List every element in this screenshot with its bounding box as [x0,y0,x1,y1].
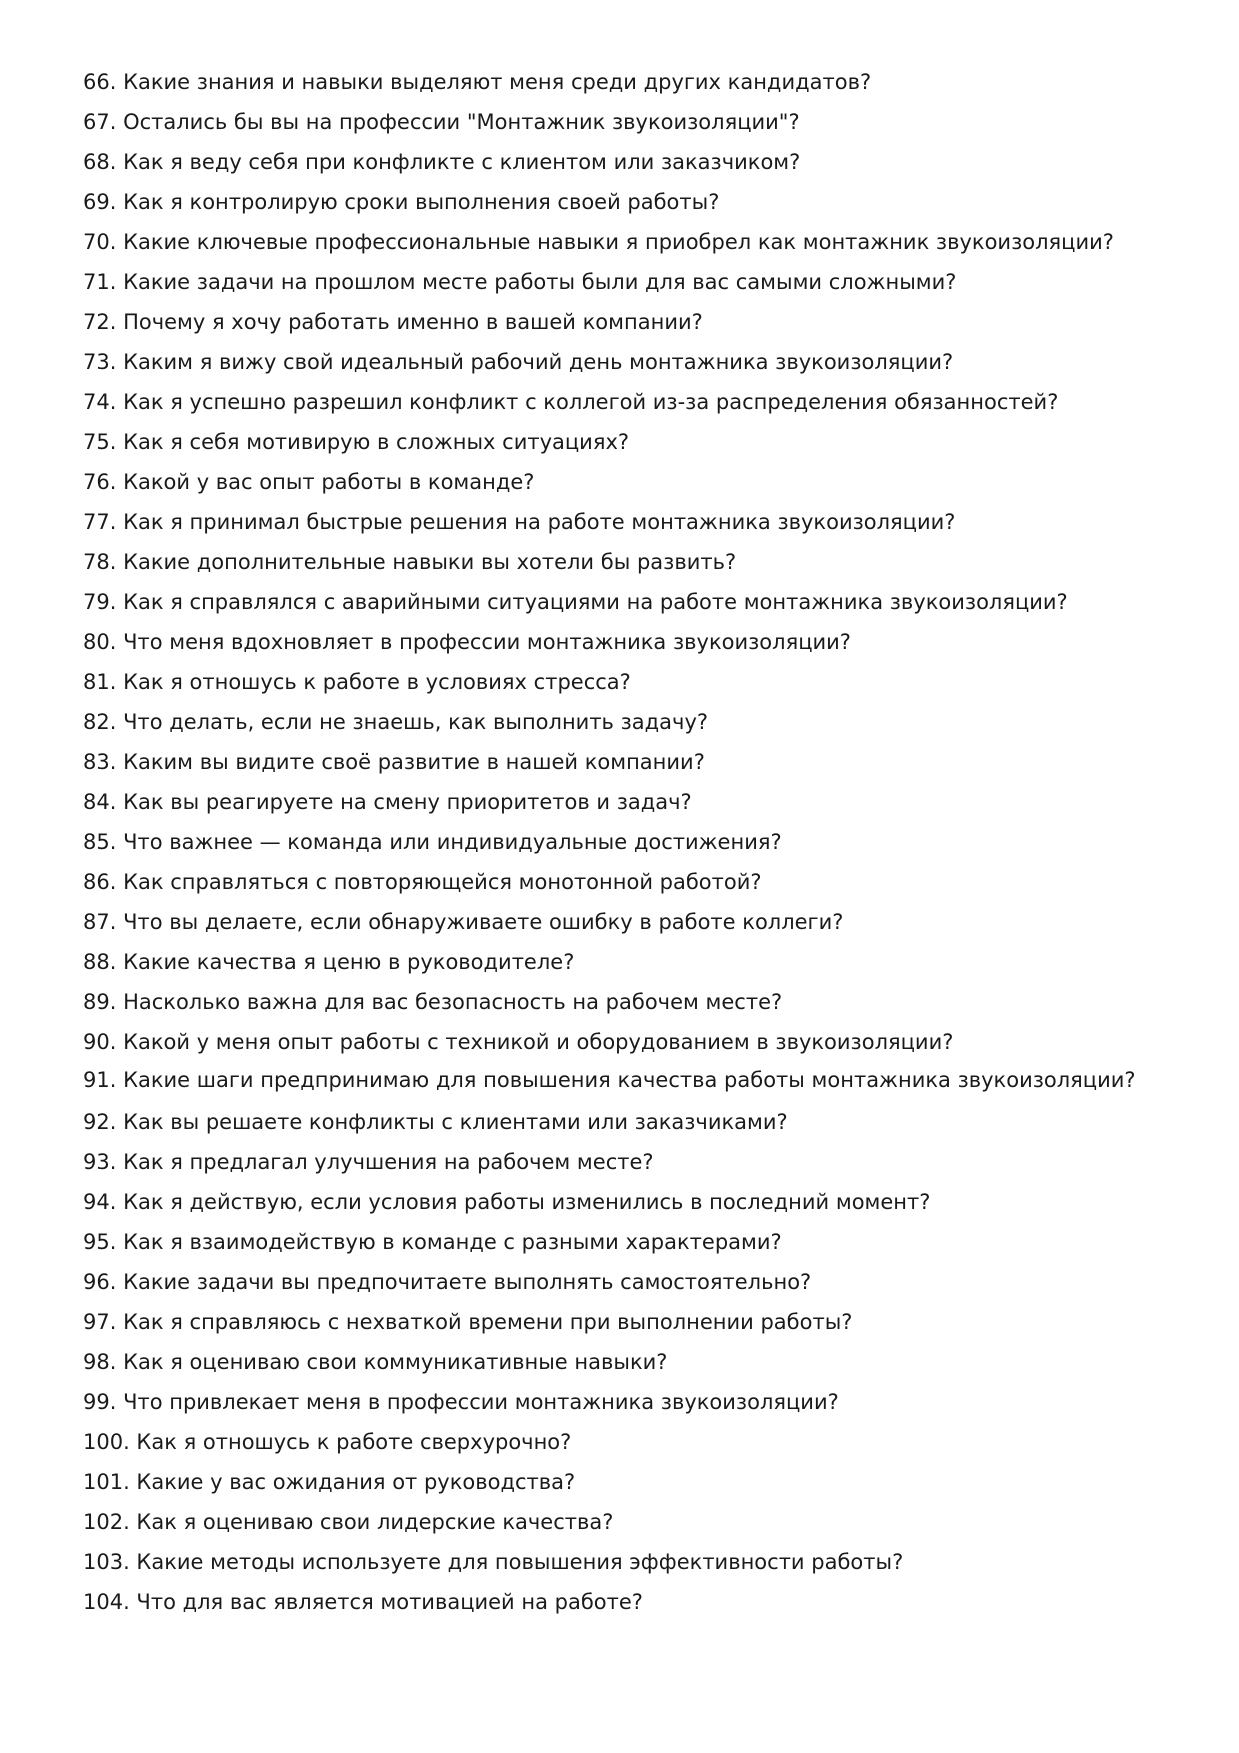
question-item: 96. Какие задачи вы предпочитаете выполнять самостоятельно? [83,1270,812,1294]
question-item: 78. Какие дополнительные навыки вы хотели бы развить? [83,550,737,574]
question-item: 85. Что важнее — команда или индивидуальные достижения? [83,830,782,854]
question-item: 77. Как я принимал быстрые решения на работе монтажника звукоизоляции? [83,510,956,534]
question-item: 67. Остались бы вы на профессии "Монтажник звукоизоляции"? [83,110,800,134]
question-item: 74. Как я успешно разрешил конфликт с коллегой из-за распределения обязанностей? [83,390,1059,414]
question-item: 102. Как я оцениваю свои лидерские качества? [83,1510,614,1534]
question-item: 70. Какие ключевые профессиональные навыки я приобрел как монтажник звукоизоляции? [83,230,1114,254]
question-item: 79. Как я справлялся с аварийными ситуациями на работе монтажника звукоизоляции? [83,590,1068,614]
question-item: 83. Каким вы видите своё развитие в нашей компании? [83,750,705,774]
question-item: 68. Как я веду себя при конфликте с клиентом или заказчиком? [83,150,801,174]
question-item: 91. Какие шаги предпринимаю для повышения качества работы монтажника звукоизоляции? [83,1068,1136,1092]
question-item: 71. Какие задачи на прошлом месте работы были для вас самыми сложными? [83,270,957,294]
question-item: 80. Что меня вдохновляет в профессии монтажника звукоизоляции? [83,630,851,654]
question-item: 69. Как я контролирую сроки выполнения своей работы? [83,190,720,214]
question-item: 93. Как я предлагал улучшения на рабочем месте? [83,1150,654,1174]
question-item: 84. Как вы реагируете на смену приоритетов и задач? [83,790,692,814]
question-item: 98. Как я оцениваю свои коммуникативные навыки? [83,1350,668,1374]
question-item: 89. Насколько важна для вас безопасность на рабочем месте? [83,990,783,1014]
question-item: 86. Как справляться с повторяющейся монотонной работой? [83,870,762,894]
question-item: 66. Какие знания и навыки выделяют меня среди других кандидатов? [83,70,872,94]
question-item: 97. Как я справляюсь с нехваткой времени при выполнении работы? [83,1310,853,1334]
question-item: 92. Как вы решаете конфликты с клиентами или заказчиками? [83,1110,788,1134]
question-item: 101. Какие у вас ожидания от руководства? [83,1470,576,1494]
question-item: 82. Что делать, если не знаешь, как выполнить задачу? [83,710,709,734]
question-list [83,62,1193,1622]
question-item: 103. Какие методы используете для повышения эффективности работы? [83,1550,904,1574]
question-item: 72. Почему я хочу работать именно в вашей компании? [83,310,703,334]
question-item: 95. Как я взаимодействую в команде с разными характерами? [83,1230,782,1254]
question-item: 81. Как я отношусь к работе в условиях стресса? [83,670,631,694]
question-item: 94. Как я действую, если условия работы изменились в последний момент? [83,1190,931,1214]
question-item: 104. Что для вас является мотивацией на работе? [83,1590,643,1614]
question-item: 87. Что вы делаете, если обнаруживаете ошибку в работе коллеги? [83,910,844,934]
question-item: 73. Каким я вижу свой идеальный рабочий день монтажника звукоизоляции? [83,350,954,374]
question-item: 100. Как я отношусь к работе сверхурочно? [83,1430,572,1454]
question-item: 88. Какие качества я ценю в руководителе? [83,950,575,974]
question-item: 90. Какой у меня опыт работы с техникой и оборудованием в звукоизоляции? [83,1030,954,1054]
question-item: 75. Как я себя мотивирую в сложных ситуациях? [83,430,630,454]
question-item: 99. Что привлекает меня в профессии монтажника звукоизоляции? [83,1390,839,1414]
question-item: 76. Какой у вас опыт работы в команде? [83,470,535,494]
